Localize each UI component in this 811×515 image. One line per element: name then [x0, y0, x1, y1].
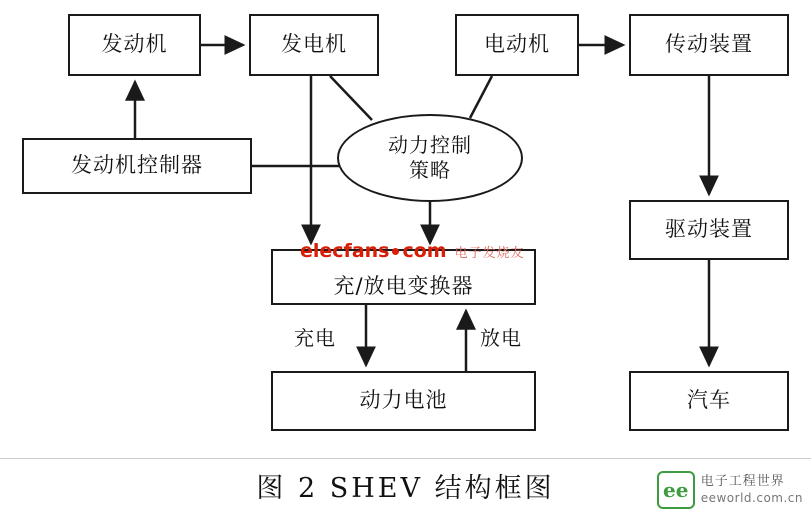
- edge-label-discharge: 放电: [480, 326, 522, 350]
- edge-strategy-to-motor: [470, 76, 492, 118]
- node-motor-label: 电动机: [484, 32, 550, 57]
- watermark-corner-line2: eeworld.com.cn: [700, 490, 803, 505]
- node-engine-controller[interactable]: [22, 138, 252, 194]
- edge-label-charge: 充电: [294, 326, 336, 350]
- control-strategy-line1: 动力控制: [388, 133, 472, 157]
- node-drive-unit[interactable]: [629, 200, 789, 260]
- watermark-elecfans: [300, 240, 525, 262]
- eeworld-logo-icon: ee: [657, 471, 695, 509]
- node-converter-label: 充/放电变换器: [333, 273, 474, 298]
- watermark-corner-text: [701, 474, 803, 505]
- node-engine-label: 发动机: [101, 32, 168, 57]
- node-generator-label: 发电机: [281, 32, 347, 57]
- node-vehicle[interactable]: [629, 371, 789, 431]
- node-battery[interactable]: [271, 371, 536, 431]
- control-strategy-line2: 策略: [409, 158, 451, 182]
- node-transmission[interactable]: [629, 14, 789, 76]
- node-motor[interactable]: [455, 14, 579, 76]
- node-engine[interactable]: [68, 14, 201, 76]
- node-engine-controller-label: 发动机控制器: [71, 153, 203, 178]
- node-transmission-label: 传动装置: [665, 32, 753, 57]
- node-battery-label: 动力电池: [359, 388, 448, 413]
- watermark-site-suffix: com: [402, 240, 447, 262]
- watermark-site-sub: 电子发烧友: [454, 245, 525, 261]
- node-generator[interactable]: [249, 14, 379, 76]
- watermark-dot-icon: [392, 248, 399, 255]
- watermark-site-name: elecfans: [300, 240, 390, 262]
- node-vehicle-label: 汽车: [687, 388, 731, 413]
- watermark-corner-line1: 电子工程世界: [700, 474, 785, 490]
- edge-generator-to-strategy: [330, 76, 372, 120]
- node-drive-unit-label: 驱动装置: [665, 217, 753, 242]
- figure-caption: 图 2 SHEV 结构框图: [256, 473, 555, 504]
- watermark-corner: [657, 471, 803, 509]
- node-control-strategy[interactable]: [337, 114, 523, 202]
